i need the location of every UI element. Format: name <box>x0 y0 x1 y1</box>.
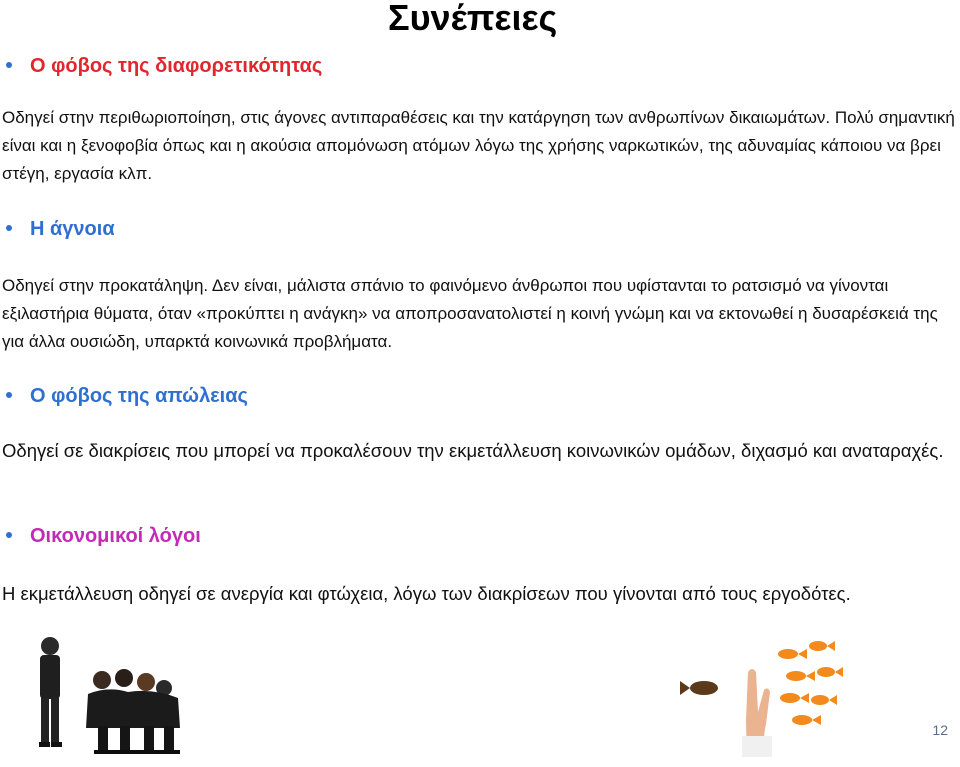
section-text-loss-fear: Οδηγεί σε διακρίσεις που μπορεί να προκαλέσουν την εκμετάλλευση κοινωνικών ομάδων, διχασμό και αναταραχές. <box>2 440 944 461</box>
bullet-icon <box>6 225 12 231</box>
page-number: 12 <box>932 722 948 738</box>
section-text-economic: Η εκμετάλλευση οδηγεί σε ανεργία και φτώχεια, λόγω των διακρίσεων που γίνονται από τους εργοδότες. <box>2 583 851 604</box>
section-text-ignorance: Οδηγεί στην προκατάληψη. Δεν είναι, μάλιστα σπάνιο το φαινόμενο άνθρωποι που υφίστανται το ρατσισμό να γίνονται εξιλαστήρια θύματα, όταν «προκύπτει η ανάγκη» να αποπροσανατολιστεί η κοινή γνώμη και να εκτονωθεί η δυσαρέσκειά της για άλλα ουσιώδη, υπαρκτά κοινωνικά προβλήματα. <box>2 276 938 351</box>
heading-text: Οικονομικοί λόγοι <box>30 525 201 547</box>
heading-text: Ο φόβος της διαφορετικότητας <box>30 55 323 77</box>
section-text-diversity-fear: Οδηγεί στην περιθωριοποίηση, στις άγονες αντιπαραθέσεις και την κατάργηση των ανθρωπίνων δικαιωμάτων. Πολύ σημαντική είναι και η ξενοφοβία όπως και η ακούσια απομόνωση ατόμων λόγω της χρήσης ναρκωτικών, της αδυναμίας κάποιου να βρει στέγη, εργασία κλπ. <box>2 108 955 183</box>
bullet-icon <box>6 62 12 68</box>
slide-title: Συνέπειες <box>388 0 558 38</box>
heading-text: Η άγνοια <box>30 218 115 240</box>
section-heading-economic <box>6 523 201 549</box>
heading-text: Ο φόβος της απώλειας <box>30 385 248 407</box>
bullet-icon <box>6 392 12 398</box>
section-heading-loss-fear <box>6 383 248 409</box>
section-heading-diversity-fear <box>6 53 322 79</box>
goldfish-hand-illustration <box>670 632 850 757</box>
people-illustration <box>28 632 188 762</box>
section-heading-ignorance <box>6 216 115 242</box>
bullet-icon <box>6 532 12 538</box>
